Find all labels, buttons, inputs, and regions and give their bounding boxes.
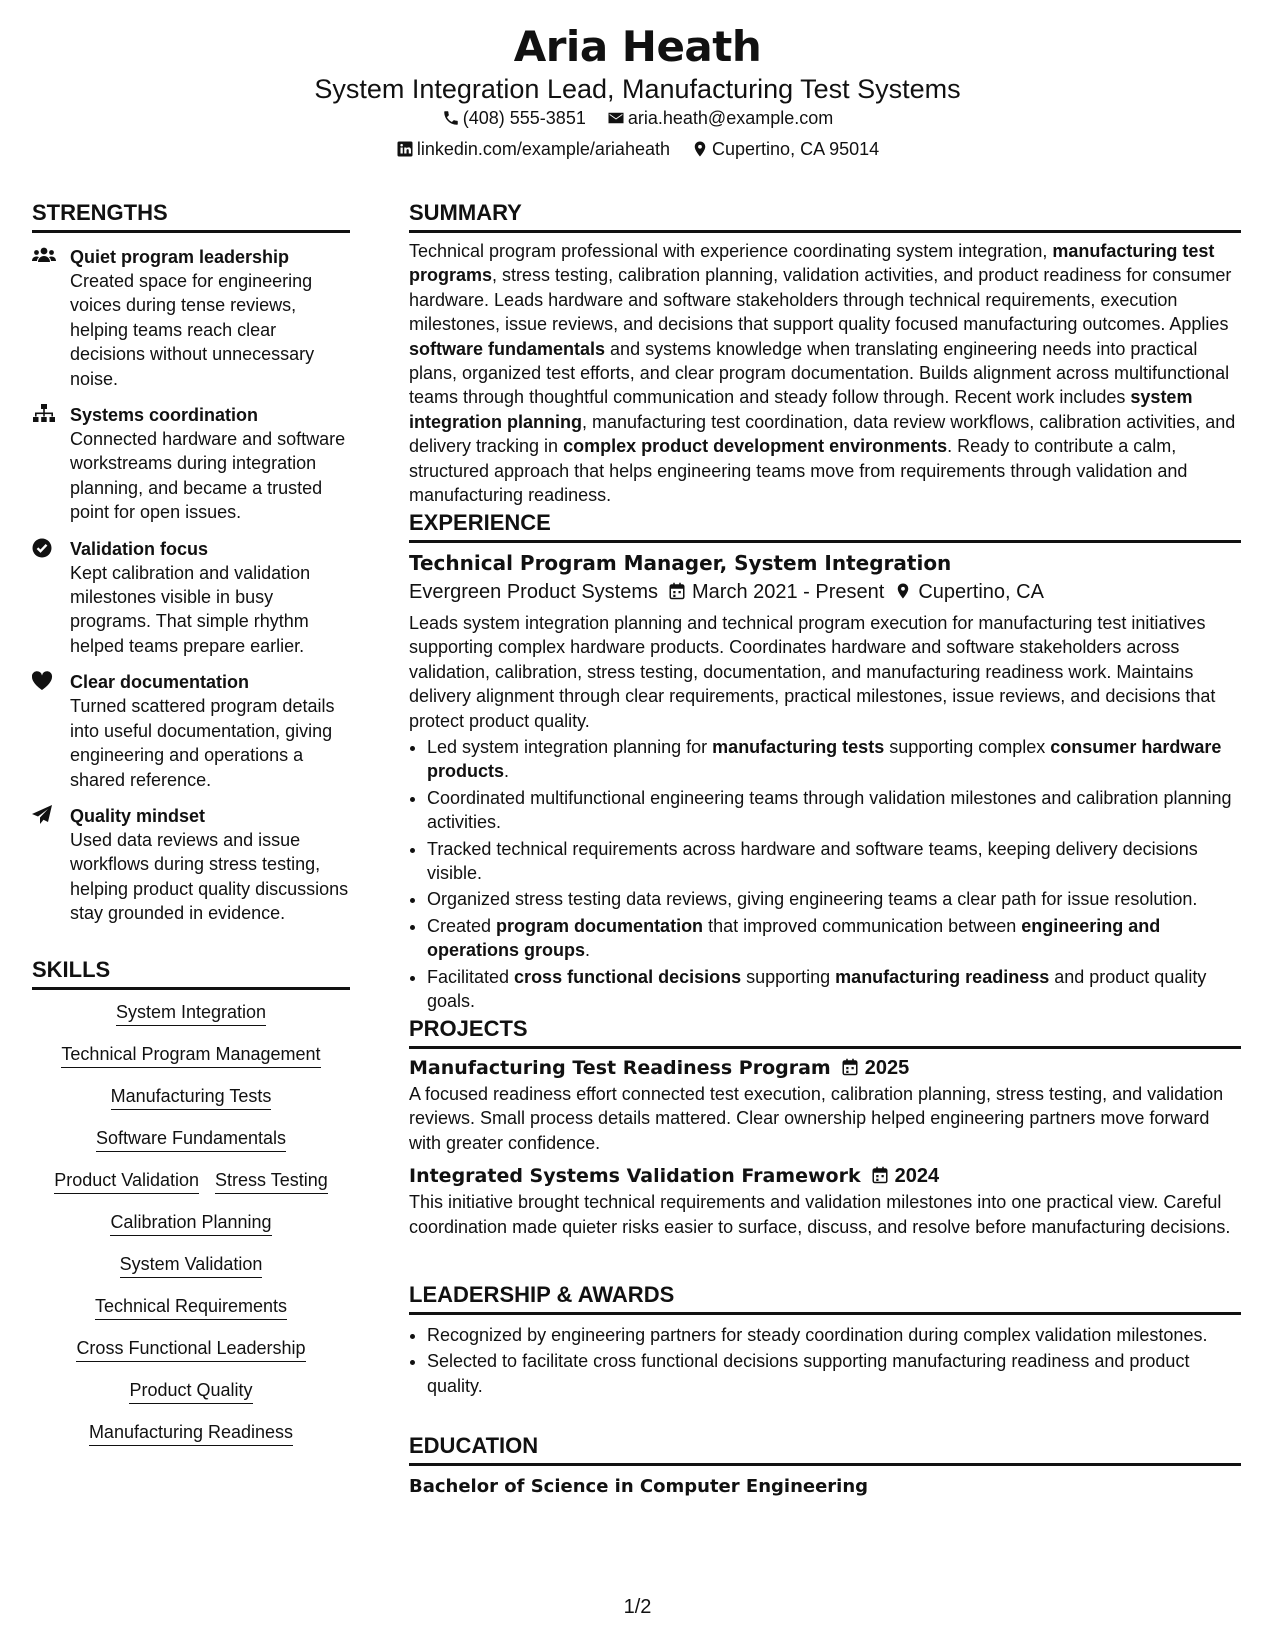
candidate-name: Aria Heath [513,22,762,71]
envelope-icon [607,109,625,127]
degree-title: Bachelor of Science in Computer Engineering [409,1476,869,1497]
strength-item [32,537,350,659]
job-bullets [409,735,1241,1013]
page-number: 1/2 [623,1596,652,1618]
experience-section [409,510,1241,1016]
strength-name: Quiet program leadership [70,247,290,267]
skills-heading: SKILLS [32,957,350,990]
strength-item [32,804,350,926]
skill-tag: Manufacturing Tests [111,1086,272,1110]
strength-item [32,670,350,792]
project-year: 2024 [894,1165,940,1188]
contact-row-1 [0,108,1275,129]
projects-section [409,1016,1241,1239]
project-year: 2025 [864,1057,910,1079]
skill-tag: Manufacturing Readiness [89,1422,293,1446]
awards-heading: LEADERSHIP & AWARDS [409,1282,1241,1315]
projects-heading: PROJECTS [409,1016,1241,1049]
calendar-icon [871,1166,889,1184]
skill-tag: System Integration [116,1002,266,1026]
calendar-icon [668,582,686,600]
map-marker-icon [894,582,912,600]
job-bullet: • Facilitated cross functional decisions supporting manufacturing readiness and product quality goals. [427,965,1241,1014]
phone-icon [442,109,460,127]
job-location: Cupertino, CA [918,581,1044,603]
strength-name: Quality mindset [70,805,206,826]
strength-desc: Connected hardware and software workstreams during integration planning, and became a trusted point for open issues. [70,429,346,523]
skill-tag: Product Quality [129,1380,252,1404]
location-text: Cupertino, CA 95014 [712,139,880,159]
strength-desc: Turned scattered program details into useful documentation, giving engineering and operations a shared reference. [70,696,335,790]
candidate-title: System Integration Lead, Manufacturing Test Systems [314,74,961,104]
job-dates: March 2021 - Present [692,581,885,603]
strength-item [32,245,350,391]
education-section [409,1433,1241,1497]
heart-icon [32,671,56,691]
users-icon [32,246,56,266]
map-marker-icon [691,140,709,158]
project-name: Manufacturing Test Readiness Program [409,1057,831,1079]
strength-desc: Created space for engineering voices during tense reviews, helping teams reach clear decisions without unnecessary noise. [70,271,315,389]
job-bullet: • Organized stress testing data reviews, giving engineering teams a clear path for issue resolution. [427,887,1241,911]
project-desc: This initiative brought technical requirements and validation milestones into one practical view. Careful coordination made quieter risks easier to surface, discuss, and resolve before manufacturing decisions. [409,1192,1231,1237]
skill-tag: System Validation [120,1254,263,1278]
contact-linkedin[interactable] [396,139,670,160]
project-title [409,1165,1241,1188]
job-meta [409,577,1241,607]
project-name: Integrated Systems Validation Framework [409,1165,861,1188]
strength-desc: Kept calibration and validation milestones visible in busy programs. That simple rhythm helped teams prepare earlier. [70,562,311,656]
linkedin-icon [396,140,414,158]
experience-heading: EXPERIENCE [409,510,1241,543]
contact-row-2 [0,139,1275,160]
job-bullet: • Coordinated multifunctional engineering teams through validation milestones and calibration planning activities. [427,786,1241,835]
calendar-icon [841,1058,859,1076]
award-item: • Selected to facilitate cross functional decisions supporting manufacturing readiness and product quality. [427,1349,1241,1398]
sitemap-icon [32,404,56,424]
summary-heading: SUMMARY [409,200,1241,233]
company-name: Evergreen Product Systems [409,581,658,603]
strength-name: Validation focus [70,538,209,559]
skills-list [32,1002,350,1464]
skill-tag: Cross Functional Leadership [76,1338,305,1362]
summary-text: Technical program professional with experience coordinating system integration, manufacturing test programs, stress testing, calibration planning, validation activities, and product readiness for consumer hardware. Leads hardware and software stakeholders through technical requirements, execution milestones, issue reviews, and decisions that support quality focused manufacturing outcomes. Applies software fundamentals and systems knowledge when translating engineering needs into practical plans, organized test efforts, and clear program documentation. Builds alignment across multifunctional teams through thoughtful communication and steady follow through. Recent work includes system integration planning, manufacturing test coordination, data review workflows, calibration activities, and delivery tracking in complex product development environments. Ready to contribute a calm, structured approach that helps engineering teams move from requirements through validation and manufacturing readiness. [409,241,1236,506]
contact-phone[interactable] [442,108,586,129]
skill-tag: Stress Testing [215,1170,328,1194]
award-item: • Recognized by engineering partners for steady coordination during complex validation milestones. [427,1323,1241,1347]
strengths-heading: STRENGTHS [32,200,350,233]
project-title [409,1057,1241,1080]
skill-tag: Technical Program Management [61,1044,320,1068]
linkedin-text: linkedin.com/example/ariaheath [416,139,670,159]
phone-text: (408) 555-3851 [462,108,586,128]
paper-plane-icon [32,805,56,825]
skills-section [32,957,350,1464]
job-bullet: • Led system integration planning for manufacturing tests supporting complex consumer hardware products. [427,735,1241,784]
skill-tag: Calibration Planning [110,1212,271,1236]
skill-tag: Technical Requirements [95,1296,287,1320]
contact-email[interactable] [607,108,833,129]
contact-location [691,139,879,160]
email-text: aria.heath@example.com [627,108,834,128]
skill-tag: Product Validation [54,1170,199,1194]
job-bullet: • Tracked technical requirements across hardware and software teams, keeping delivery decisions visible. [427,837,1241,886]
job-description: Leads system integration planning and technical program execution for manufacturing test initiatives supporting complex hardware products. Coordinates hardware and software stakeholders across validation, calibration, stress testing, documentation, and manufacturing readiness work. Maintains delivery alignment through clear requirements, practical milestones, issue reviews, and decisions that protect product quality. [409,613,1216,731]
awards-list [409,1323,1241,1398]
education-heading: EDUCATION [409,1433,1241,1466]
summary-section [409,200,1241,507]
check-circle-icon [32,538,56,558]
strength-item [32,403,350,525]
awards-section [409,1282,1241,1400]
strengths-section [32,200,350,926]
skill-tag: Software Fundamentals [96,1128,286,1152]
job-bullet: • Created program documentation that improved communication between engineering and operations groups. [427,914,1241,963]
strength-desc: Used data reviews and issue workflows during stress testing, helping product quality discussions stay grounded in evidence. [70,829,349,924]
job-title: Technical Program Manager, System Integration [409,551,952,575]
strength-name: Systems coordination [70,405,259,426]
strength-name: Clear documentation [70,672,250,693]
project-desc: A focused readiness effort connected test execution, calibration planning, stress testing, and validation reviews. Small process details mattered. Clear ownership helped engineering partners move forward with greater confidence. [409,1084,1224,1153]
